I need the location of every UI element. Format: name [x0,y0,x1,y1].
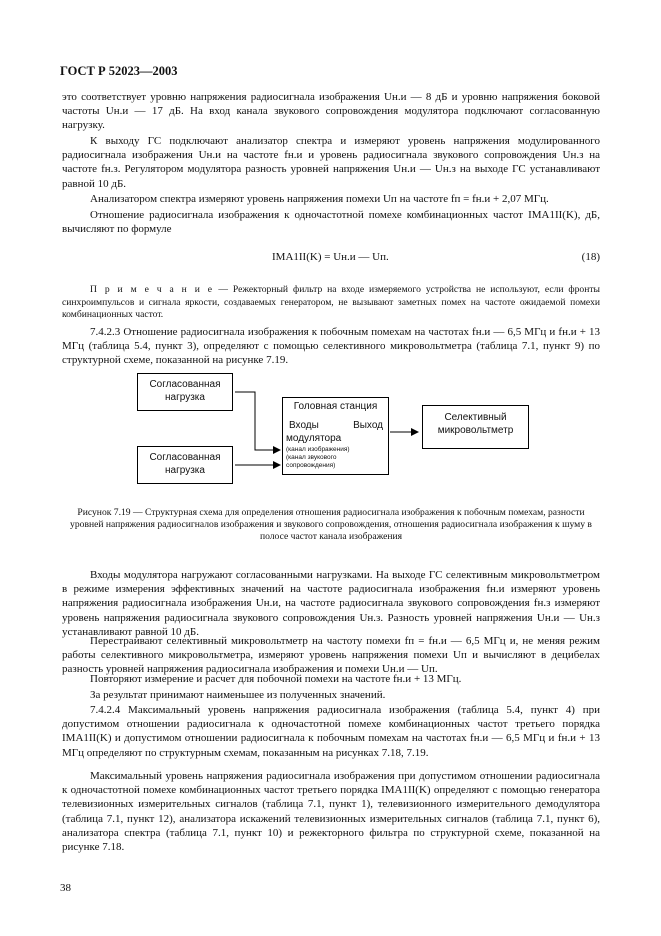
paragraph-9: За результат принимают наименьшее из полученных значений. [90,689,386,701]
channel-sound-label: (канал звукового сопровождения) [286,454,337,469]
channel-image-label: (канал изображения) [286,446,350,453]
station-ports [286,419,385,432]
paragraph-10: 7.4.2.4 Максимальный уровень напряжения радиосигнала изображения (таблица 5.4, пункт 4) при допустимом отношении радиосигнала к одночастотной помехе комбинационных частот третьего порядка IMA1II(K) и допустимом отношении радиосигнала к побочным помехам на частотах fн.и — 6,5 МГц и fн.и + 13 МГц определяют по структурным схемам, показанным на рисунках 7.18, 7.19. [62,704,600,759]
paragraph-4: Отношение радиосигнала изображения к одночастотной помехе комбинационных частот IMA1II(K), дБ, вычисляют по формуле [62,209,600,236]
paragraph-6: Входы модулятора нагружают согласованными нагрузками. На выходе ГС селективным микровольтметром в режиме измерения эффективных значений на частоте радиосигнала изображения fн.и измеряют уровень напряжения радиосигнала изображения Uн.и, на частоте радиосигнала звукового сопровождения fн.з измеряют уровень напряжения радиосигнала звукового сопровождения Uн.з. Разность уровней напряжения Uн.и — Uн.з устанавливают равной 10 дБ. [62,569,600,638]
arrow-load1-to-station [235,392,280,450]
page-number: 38 [60,882,71,894]
selective-microvoltmeter: Селективный микровольтметр [422,405,529,449]
paragraph-3: Анализатором спектра измеряют уровень напряжения помехи Uп на частоте fп = fн.и + 2,07 МГц. [90,193,549,205]
paragraph-7: Перестраивают селективный микровольтметр на частоту помехи fп = fн.и — 6,5 МГц и, не меняя режим работы селективного микровольтметра, измеряют уровень напряжения помехи Uп и вычисляют в децибелах разность уровней напряжения радиосигнала изображения и помехи Uн.и — Uп. [62,635,600,676]
formula-number: (18) [581,251,600,263]
paragraph-2: К выходу ГС подключают анализатор спектра и измеряют уровень напряжения модулированного радиосигнала изображения Uн.и на частоте fн.и и уровень радиосигнала звукового сопровождения Uн.з на частоте fн.з. Регулятором модулятора разность уровней напряжения Uн.и — Uн.з на выходе ГС устанавливают равной 10 дБ. [62,135,600,190]
head-station [282,397,389,475]
matched-load-2: Согласованная нагрузка [137,446,233,484]
inputs-label: Входы [289,420,319,431]
document-header: ГОСТ Р 52023—2003 [60,64,178,78]
paragraph-1: это соответствует уровню напряжения радиосигнала изображения Uн.и — 8 дБ и уровню напряжения боковой частоты Uн.и — 17 дБ. На вход канала звукового сопровождения модулятора подключают согласованную нагрузку. [62,91,600,132]
paragraph-8: Повторяют измерение и расчет для побочной помехи на частоте fн.и + 13 МГц. [90,673,462,685]
station-title: Головная станция [293,401,378,412]
output-label: Выход [353,420,383,431]
note-text: — Режекторный фильтр на входе измеряемого устройства не используют, если фронты синхроимпульсов и сигнала яркости, создаваемых генератором, не вызывают заметных помех на частоте ожидаемой помехи комбинационных частот. [62,284,600,320]
figure-caption: Рисунок 7.19 — Структурная схема для определения отношения радиосигнала изображения к побочным помехам, разности уровней напряжения радиосигналов изображения и звукового сопровождения, отношения радиосигнала изображения к шуму в полосе частот канала изображения [70,507,592,542]
modulator-label: модулятора [286,433,342,444]
note-label: П р и м е ч а н и е [90,284,214,295]
formula-text: IMA1II(K) = Uн.и — Uп. [272,251,389,263]
paragraph-11: Максимальный уровень напряжения радиосигнала изображения при допустимом отношении радиосигнала к одночастотной помехе комбинационных частот третьего порядка IMA1II(K) определяют с помощью генератора телевизионных измерительных сигналов (таблица 7.1, пункт 1), телевизионного измерительного демодулятора (таблица 7.1, пункт 12), анализатора искажений телевизионных измерительных сигналов (таблица 7.1, пункт 6), анализатора спектра (таблица 7.1, пункт 10) и режекторного фильтра по структурной схеме, показанной на рисунке 7.18. [62,770,600,854]
matched-load-1: Согласованная нагрузка [137,373,233,411]
paragraph-5: 7.4.2.3 Отношение радиосигнала изображения к побочным помехам на частотах fн.и — 6,5 МГц и fн.и + 13 МГц (таблица 5.4, пункт 3), определяют с помощью селективного микровольтметра (таблица 7.1, пункт 9) по структурной схеме, показанной на рисунке 7.19. [62,326,600,367]
